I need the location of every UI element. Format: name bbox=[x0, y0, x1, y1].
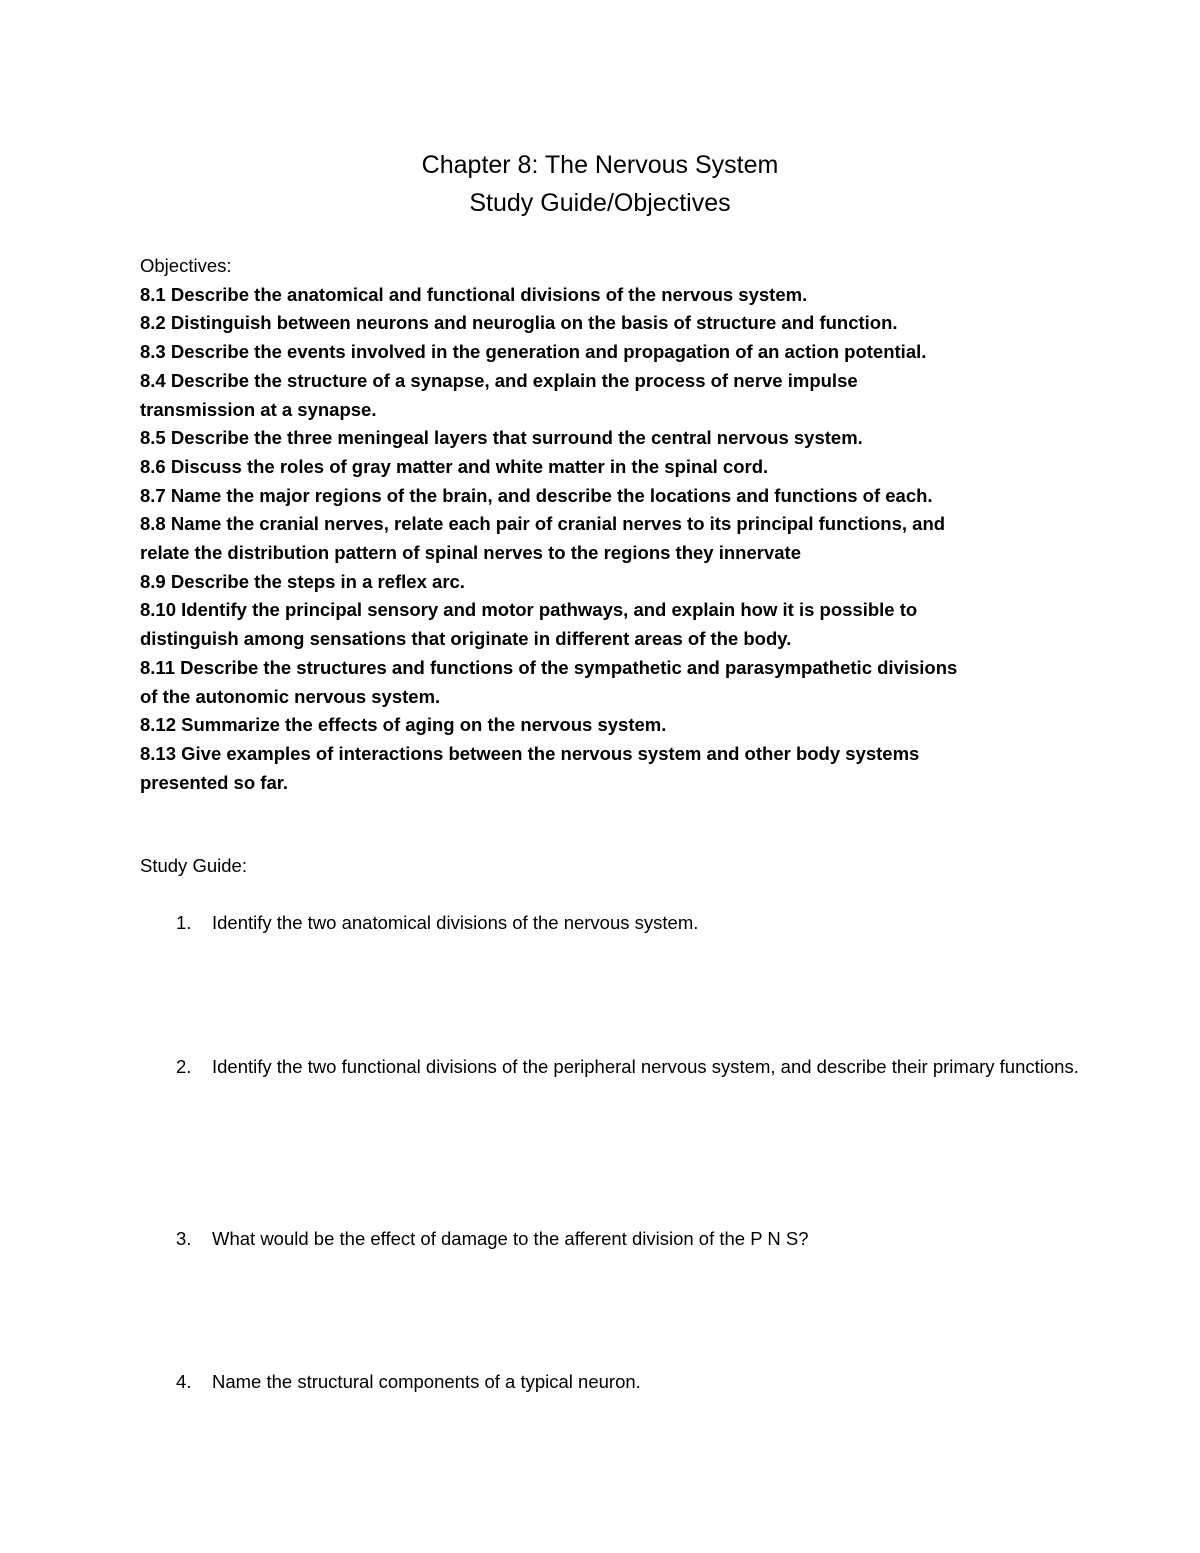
objective-line: 8.12 Summarize the effects of aging on the nervous system. bbox=[140, 714, 667, 736]
objective-line: 8.11 Describe the structures and functions of the sympathetic and parasympathetic divisions bbox=[140, 656, 958, 678]
objective-line: 8.10 Identify the principal sensory and motor pathways, and explain how it is possible to bbox=[140, 599, 918, 621]
objective-line: 8.9 Describe the steps in a reflex arc. bbox=[140, 570, 465, 592]
title-line-1: Chapter 8: The Nervous System bbox=[421, 151, 779, 179]
objective-line: 8.4 Describe the structure of a synapse, and explain the process of nerve impulse bbox=[140, 369, 858, 391]
question-text: Identify the two anatomical divisions of the nervous system. bbox=[212, 912, 699, 933]
objectives-heading: Objectives: bbox=[140, 255, 232, 276]
question-number: 4. bbox=[176, 1371, 192, 1392]
study-guide-heading: Study Guide: bbox=[140, 855, 247, 876]
objective-line: 8.5 Describe the three meningeal layers that surround the central nervous system. bbox=[140, 427, 863, 449]
question-number: 2. bbox=[176, 1056, 192, 1077]
objective-line: presented so far. bbox=[140, 771, 289, 793]
objective-line: 8.6 Discuss the roles of gray matter and white matter in the spinal cord. bbox=[140, 455, 769, 477]
page-title bbox=[0, 146, 1200, 222]
objective-line: 8.8 Name the cranial nerves, relate each pair of cranial nerves to its principal functions, and bbox=[140, 513, 946, 535]
objective-line: 8.13 Give examples of interactions between the nervous system and other body systems bbox=[140, 742, 920, 764]
objective-line: of the autonomic nervous system. bbox=[140, 685, 441, 707]
question-text: Name the structural components of a typical neuron. bbox=[212, 1371, 641, 1392]
objective-line: 8.1 Describe the anatomical and functional divisions of the nervous system. bbox=[140, 283, 808, 305]
objective-line: 8.3 Describe the events involved in the generation and propagation of an action potential. bbox=[140, 341, 927, 363]
objective-line: distinguish among sensations that originate in different areas of the body. bbox=[140, 628, 792, 650]
objective-line: relate the distribution pattern of spinal nerves to the regions they innervate bbox=[140, 542, 801, 564]
question-number: 3. bbox=[176, 1228, 192, 1249]
question-text: What would be the effect of damage to the afferent division of the P N S? bbox=[212, 1228, 809, 1249]
objectives-section bbox=[140, 252, 1060, 797]
title-line-2: Study Guide/Objectives bbox=[469, 189, 731, 217]
question-number: 1. bbox=[176, 912, 192, 933]
objective-line: transmission at a synapse. bbox=[140, 398, 377, 420]
objective-line: 8.7 Name the major regions of the brain, and describe the locations and functions of each. bbox=[140, 484, 933, 506]
question-text: Identify the two functional divisions of the peripheral nervous system, and describe their primary functions. bbox=[212, 1056, 1079, 1077]
objective-line: 8.2 Distinguish between neurons and neuroglia on the basis of structure and function. bbox=[140, 312, 898, 334]
